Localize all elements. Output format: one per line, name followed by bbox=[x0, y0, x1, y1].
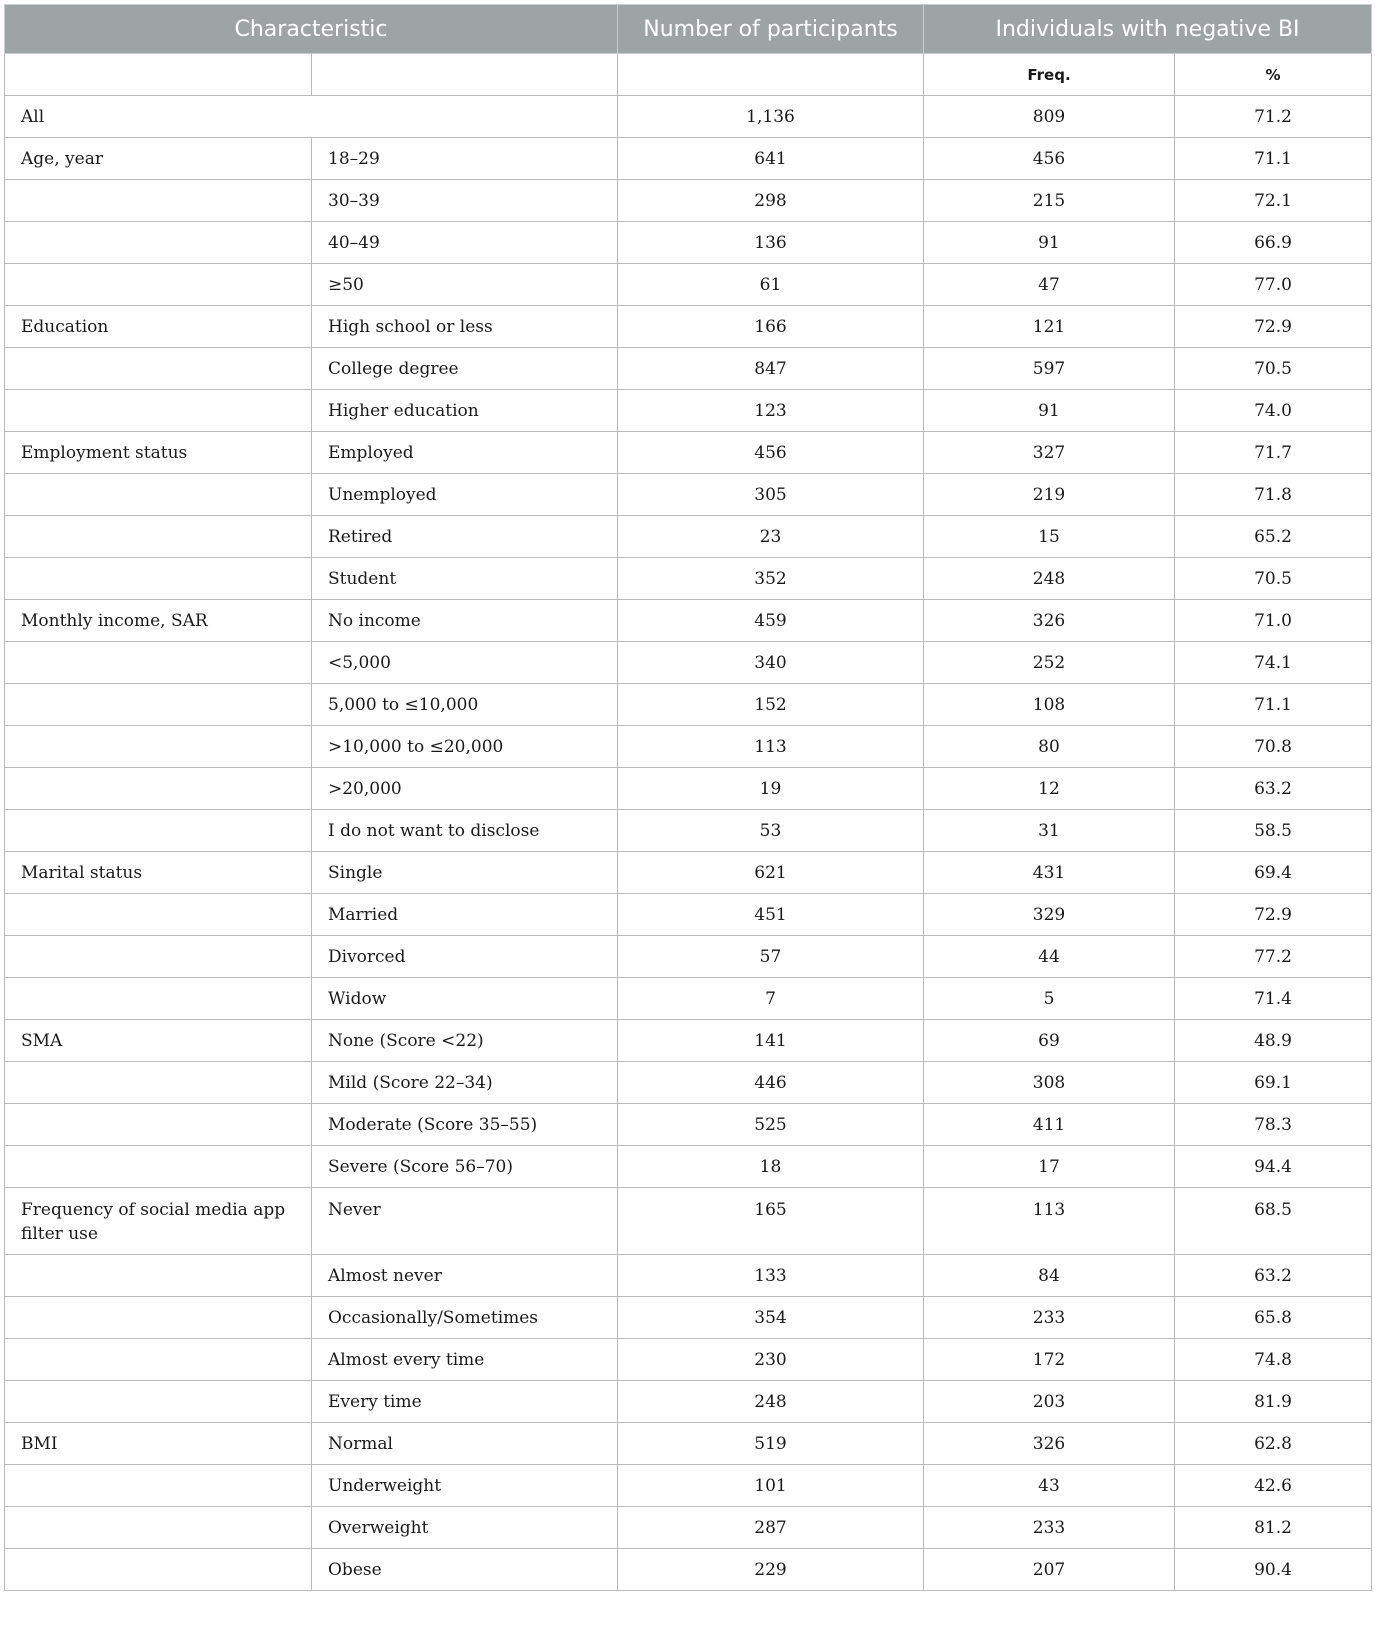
participants-cell: 298 bbox=[618, 180, 924, 222]
pct-cell: 42.6 bbox=[1175, 1465, 1372, 1507]
row-level-label: High school or less bbox=[312, 306, 618, 348]
header-row bbox=[5, 5, 1372, 54]
row-group-label bbox=[5, 978, 312, 1020]
row-level-label: 30–39 bbox=[312, 180, 618, 222]
participants-cell: 152 bbox=[618, 684, 924, 726]
row-group-label bbox=[5, 894, 312, 936]
row-level-label: No income bbox=[312, 600, 618, 642]
table-row bbox=[5, 894, 1372, 936]
table-row bbox=[5, 1465, 1372, 1507]
table-row bbox=[5, 264, 1372, 306]
participants-cell: 113 bbox=[618, 726, 924, 768]
table-row bbox=[5, 474, 1372, 516]
participants-cell: 248 bbox=[618, 1381, 924, 1423]
row-group-label bbox=[5, 180, 312, 222]
row-level-label: Divorced bbox=[312, 936, 618, 978]
table-row bbox=[5, 1339, 1372, 1381]
freq-cell: 108 bbox=[924, 684, 1175, 726]
row-level-label: <5,000 bbox=[312, 642, 618, 684]
row-group-label bbox=[5, 264, 312, 306]
row-level-label: Married bbox=[312, 894, 618, 936]
freq-cell: 411 bbox=[924, 1104, 1175, 1146]
participants-cell: 287 bbox=[618, 1507, 924, 1549]
row-group-label: Employment status bbox=[5, 432, 312, 474]
freq-cell: 327 bbox=[924, 432, 1175, 474]
subheader-empty-1 bbox=[5, 54, 312, 96]
table-row bbox=[5, 516, 1372, 558]
freq-cell: 248 bbox=[924, 558, 1175, 600]
participants-cell: 456 bbox=[618, 432, 924, 474]
table-row bbox=[5, 684, 1372, 726]
row-group-label bbox=[5, 768, 312, 810]
pct-cell: 81.2 bbox=[1175, 1507, 1372, 1549]
row-level-label: Employed bbox=[312, 432, 618, 474]
freq-cell: 326 bbox=[924, 1423, 1175, 1465]
participants-cell: 61 bbox=[618, 264, 924, 306]
table-row bbox=[5, 978, 1372, 1020]
table-row bbox=[5, 558, 1372, 600]
participants-cell: 57 bbox=[618, 936, 924, 978]
row-group-label bbox=[5, 516, 312, 558]
row-group-label bbox=[5, 474, 312, 516]
row-group-label bbox=[5, 1381, 312, 1423]
participants-cell: 459 bbox=[618, 600, 924, 642]
row-group-label bbox=[5, 810, 312, 852]
row-group-label bbox=[5, 1104, 312, 1146]
pct-cell: 65.2 bbox=[1175, 516, 1372, 558]
table-row bbox=[5, 1188, 1372, 1255]
subheader-row bbox=[5, 54, 1372, 96]
participants-cell: 305 bbox=[618, 474, 924, 516]
table-row bbox=[5, 348, 1372, 390]
row-level-label: Higher education bbox=[312, 390, 618, 432]
row-level-label: Underweight bbox=[312, 1465, 618, 1507]
freq-cell: 47 bbox=[924, 264, 1175, 306]
table-row bbox=[5, 1104, 1372, 1146]
pct-cell: 74.0 bbox=[1175, 390, 1372, 432]
row-level-label: 5,000 to ≤10,000 bbox=[312, 684, 618, 726]
table-row bbox=[5, 1381, 1372, 1423]
table-row bbox=[5, 306, 1372, 348]
freq-cell: 91 bbox=[924, 390, 1175, 432]
row-level-label: Almost every time bbox=[312, 1339, 618, 1381]
participants-cell: 446 bbox=[618, 1062, 924, 1104]
freq-cell: 17 bbox=[924, 1146, 1175, 1188]
table-row bbox=[5, 96, 1372, 138]
row-level-label: Retired bbox=[312, 516, 618, 558]
row-level-label: Mild (Score 22–34) bbox=[312, 1062, 618, 1104]
pct-cell: 71.0 bbox=[1175, 600, 1372, 642]
pct-cell: 78.3 bbox=[1175, 1104, 1372, 1146]
row-level-label: Moderate (Score 35–55) bbox=[312, 1104, 618, 1146]
table-row bbox=[5, 1020, 1372, 1062]
participants-cell: 230 bbox=[618, 1339, 924, 1381]
freq-cell: 84 bbox=[924, 1255, 1175, 1297]
pct-cell: 71.4 bbox=[1175, 978, 1372, 1020]
participants-cell: 1,136 bbox=[618, 96, 924, 138]
table-row bbox=[5, 1507, 1372, 1549]
row-level-label: Severe (Score 56–70) bbox=[312, 1146, 618, 1188]
row-group-label: All bbox=[5, 96, 618, 138]
row-group-label bbox=[5, 1507, 312, 1549]
table-row bbox=[5, 1423, 1372, 1465]
table-row bbox=[5, 1255, 1372, 1297]
table-row bbox=[5, 768, 1372, 810]
participants-cell: 340 bbox=[618, 642, 924, 684]
pct-cell: 71.1 bbox=[1175, 684, 1372, 726]
freq-cell: 207 bbox=[924, 1549, 1175, 1591]
freq-cell: 91 bbox=[924, 222, 1175, 264]
subheader-freq: Freq. bbox=[924, 54, 1175, 96]
row-group-label: Education bbox=[5, 306, 312, 348]
row-level-label: Occasionally/Sometimes bbox=[312, 1297, 618, 1339]
row-group-label bbox=[5, 1062, 312, 1104]
freq-cell: 113 bbox=[924, 1188, 1175, 1255]
row-group-label bbox=[5, 726, 312, 768]
row-group-label bbox=[5, 1255, 312, 1297]
table-row bbox=[5, 180, 1372, 222]
table-row bbox=[5, 138, 1372, 180]
participants-cell: 641 bbox=[618, 138, 924, 180]
participants-cell: 141 bbox=[618, 1020, 924, 1062]
participants-cell: 621 bbox=[618, 852, 924, 894]
freq-cell: 597 bbox=[924, 348, 1175, 390]
header-negative-bi: Individuals with negative BI bbox=[924, 5, 1372, 54]
row-level-label: Normal bbox=[312, 1423, 618, 1465]
row-group-label bbox=[5, 348, 312, 390]
pct-cell: 71.7 bbox=[1175, 432, 1372, 474]
row-level-label: >20,000 bbox=[312, 768, 618, 810]
freq-cell: 172 bbox=[924, 1339, 1175, 1381]
pct-cell: 77.2 bbox=[1175, 936, 1372, 978]
freq-cell: 233 bbox=[924, 1297, 1175, 1339]
pct-cell: 48.9 bbox=[1175, 1020, 1372, 1062]
row-level-label: Single bbox=[312, 852, 618, 894]
pct-cell: 71.8 bbox=[1175, 474, 1372, 516]
pct-cell: 72.1 bbox=[1175, 180, 1372, 222]
freq-cell: 44 bbox=[924, 936, 1175, 978]
participants-cell: 166 bbox=[618, 306, 924, 348]
row-group-label: BMI bbox=[5, 1423, 312, 1465]
freq-cell: 456 bbox=[924, 138, 1175, 180]
freq-cell: 43 bbox=[924, 1465, 1175, 1507]
freq-cell: 15 bbox=[924, 516, 1175, 558]
row-group-label: Marital status bbox=[5, 852, 312, 894]
row-level-label: Obese bbox=[312, 1549, 618, 1591]
participants-cell: 352 bbox=[618, 558, 924, 600]
subheader-empty-2 bbox=[312, 54, 618, 96]
participants-cell: 101 bbox=[618, 1465, 924, 1507]
table-row bbox=[5, 810, 1372, 852]
pct-cell: 63.2 bbox=[1175, 1255, 1372, 1297]
header-participants: Number of participants bbox=[618, 5, 924, 54]
pct-cell: 77.0 bbox=[1175, 264, 1372, 306]
table-row bbox=[5, 1146, 1372, 1188]
pct-cell: 62.8 bbox=[1175, 1423, 1372, 1465]
participants-cell: 23 bbox=[618, 516, 924, 558]
pct-cell: 63.2 bbox=[1175, 768, 1372, 810]
freq-cell: 233 bbox=[924, 1507, 1175, 1549]
row-group-label bbox=[5, 222, 312, 264]
row-level-label: 18–29 bbox=[312, 138, 618, 180]
freq-cell: 121 bbox=[924, 306, 1175, 348]
freq-cell: 329 bbox=[924, 894, 1175, 936]
row-level-label: Almost never bbox=[312, 1255, 618, 1297]
freq-cell: 12 bbox=[924, 768, 1175, 810]
participants-cell: 136 bbox=[618, 222, 924, 264]
row-group-label bbox=[5, 936, 312, 978]
pct-cell: 68.5 bbox=[1175, 1188, 1372, 1255]
row-group-label bbox=[5, 1465, 312, 1507]
freq-cell: 31 bbox=[924, 810, 1175, 852]
table-row bbox=[5, 222, 1372, 264]
participants-cell: 165 bbox=[618, 1188, 924, 1255]
participants-cell: 525 bbox=[618, 1104, 924, 1146]
row-group-label: Monthly income, SAR bbox=[5, 600, 312, 642]
table-row bbox=[5, 390, 1372, 432]
table-row bbox=[5, 936, 1372, 978]
row-group-label bbox=[5, 390, 312, 432]
participants-cell: 53 bbox=[618, 810, 924, 852]
table-row bbox=[5, 1297, 1372, 1339]
table-row bbox=[5, 600, 1372, 642]
table-row bbox=[5, 642, 1372, 684]
participants-cell: 451 bbox=[618, 894, 924, 936]
row-group-label bbox=[5, 1297, 312, 1339]
pct-cell: 81.9 bbox=[1175, 1381, 1372, 1423]
pct-cell: 74.1 bbox=[1175, 642, 1372, 684]
row-level-label: >10,000 to ≤20,000 bbox=[312, 726, 618, 768]
freq-cell: 252 bbox=[924, 642, 1175, 684]
subheader-empty-3 bbox=[618, 54, 924, 96]
row-level-label: Overweight bbox=[312, 1507, 618, 1549]
table-row bbox=[5, 726, 1372, 768]
pct-cell: 72.9 bbox=[1175, 894, 1372, 936]
row-level-label: None (Score <22) bbox=[312, 1020, 618, 1062]
row-level-label: ≥50 bbox=[312, 264, 618, 306]
participants-cell: 847 bbox=[618, 348, 924, 390]
row-level-label: 40–49 bbox=[312, 222, 618, 264]
characteristics-table bbox=[4, 4, 1372, 1591]
pct-cell: 90.4 bbox=[1175, 1549, 1372, 1591]
participants-cell: 19 bbox=[618, 768, 924, 810]
pct-cell: 72.9 bbox=[1175, 306, 1372, 348]
row-level-label: Never bbox=[312, 1188, 618, 1255]
freq-cell: 326 bbox=[924, 600, 1175, 642]
row-group-label bbox=[5, 1339, 312, 1381]
row-level-label: Every time bbox=[312, 1381, 618, 1423]
freq-cell: 203 bbox=[924, 1381, 1175, 1423]
participants-cell: 354 bbox=[618, 1297, 924, 1339]
pct-cell: 70.5 bbox=[1175, 348, 1372, 390]
pct-cell: 71.1 bbox=[1175, 138, 1372, 180]
participants-cell: 133 bbox=[618, 1255, 924, 1297]
row-level-label: Widow bbox=[312, 978, 618, 1020]
table-row bbox=[5, 852, 1372, 894]
pct-cell: 69.4 bbox=[1175, 852, 1372, 894]
table-row bbox=[5, 432, 1372, 474]
freq-cell: 809 bbox=[924, 96, 1175, 138]
participants-cell: 18 bbox=[618, 1146, 924, 1188]
pct-cell: 66.9 bbox=[1175, 222, 1372, 264]
freq-cell: 5 bbox=[924, 978, 1175, 1020]
row-group-label: Frequency of social media app filter use bbox=[5, 1188, 312, 1255]
pct-cell: 71.2 bbox=[1175, 96, 1372, 138]
row-group-label bbox=[5, 684, 312, 726]
row-group-label bbox=[5, 558, 312, 600]
pct-cell: 70.5 bbox=[1175, 558, 1372, 600]
participants-cell: 229 bbox=[618, 1549, 924, 1591]
pct-cell: 70.8 bbox=[1175, 726, 1372, 768]
row-group-label bbox=[5, 1549, 312, 1591]
pct-cell: 69.1 bbox=[1175, 1062, 1372, 1104]
row-group-label: Age, year bbox=[5, 138, 312, 180]
pct-cell: 65.8 bbox=[1175, 1297, 1372, 1339]
pct-cell: 74.8 bbox=[1175, 1339, 1372, 1381]
freq-cell: 215 bbox=[924, 180, 1175, 222]
row-level-label: Student bbox=[312, 558, 618, 600]
pct-cell: 58.5 bbox=[1175, 810, 1372, 852]
header-characteristic: Characteristic bbox=[5, 5, 618, 54]
row-group-label bbox=[5, 642, 312, 684]
freq-cell: 80 bbox=[924, 726, 1175, 768]
freq-cell: 69 bbox=[924, 1020, 1175, 1062]
row-group-label: SMA bbox=[5, 1020, 312, 1062]
pct-cell: 94.4 bbox=[1175, 1146, 1372, 1188]
participants-cell: 519 bbox=[618, 1423, 924, 1465]
participants-cell: 7 bbox=[618, 978, 924, 1020]
freq-cell: 308 bbox=[924, 1062, 1175, 1104]
row-level-label: Unemployed bbox=[312, 474, 618, 516]
table-row bbox=[5, 1549, 1372, 1591]
freq-cell: 219 bbox=[924, 474, 1175, 516]
row-group-label bbox=[5, 1146, 312, 1188]
participants-cell: 123 bbox=[618, 390, 924, 432]
subheader-pct: % bbox=[1175, 54, 1372, 96]
row-level-label: I do not want to disclose bbox=[312, 810, 618, 852]
freq-cell: 431 bbox=[924, 852, 1175, 894]
table-row bbox=[5, 1062, 1372, 1104]
row-level-label: College degree bbox=[312, 348, 618, 390]
